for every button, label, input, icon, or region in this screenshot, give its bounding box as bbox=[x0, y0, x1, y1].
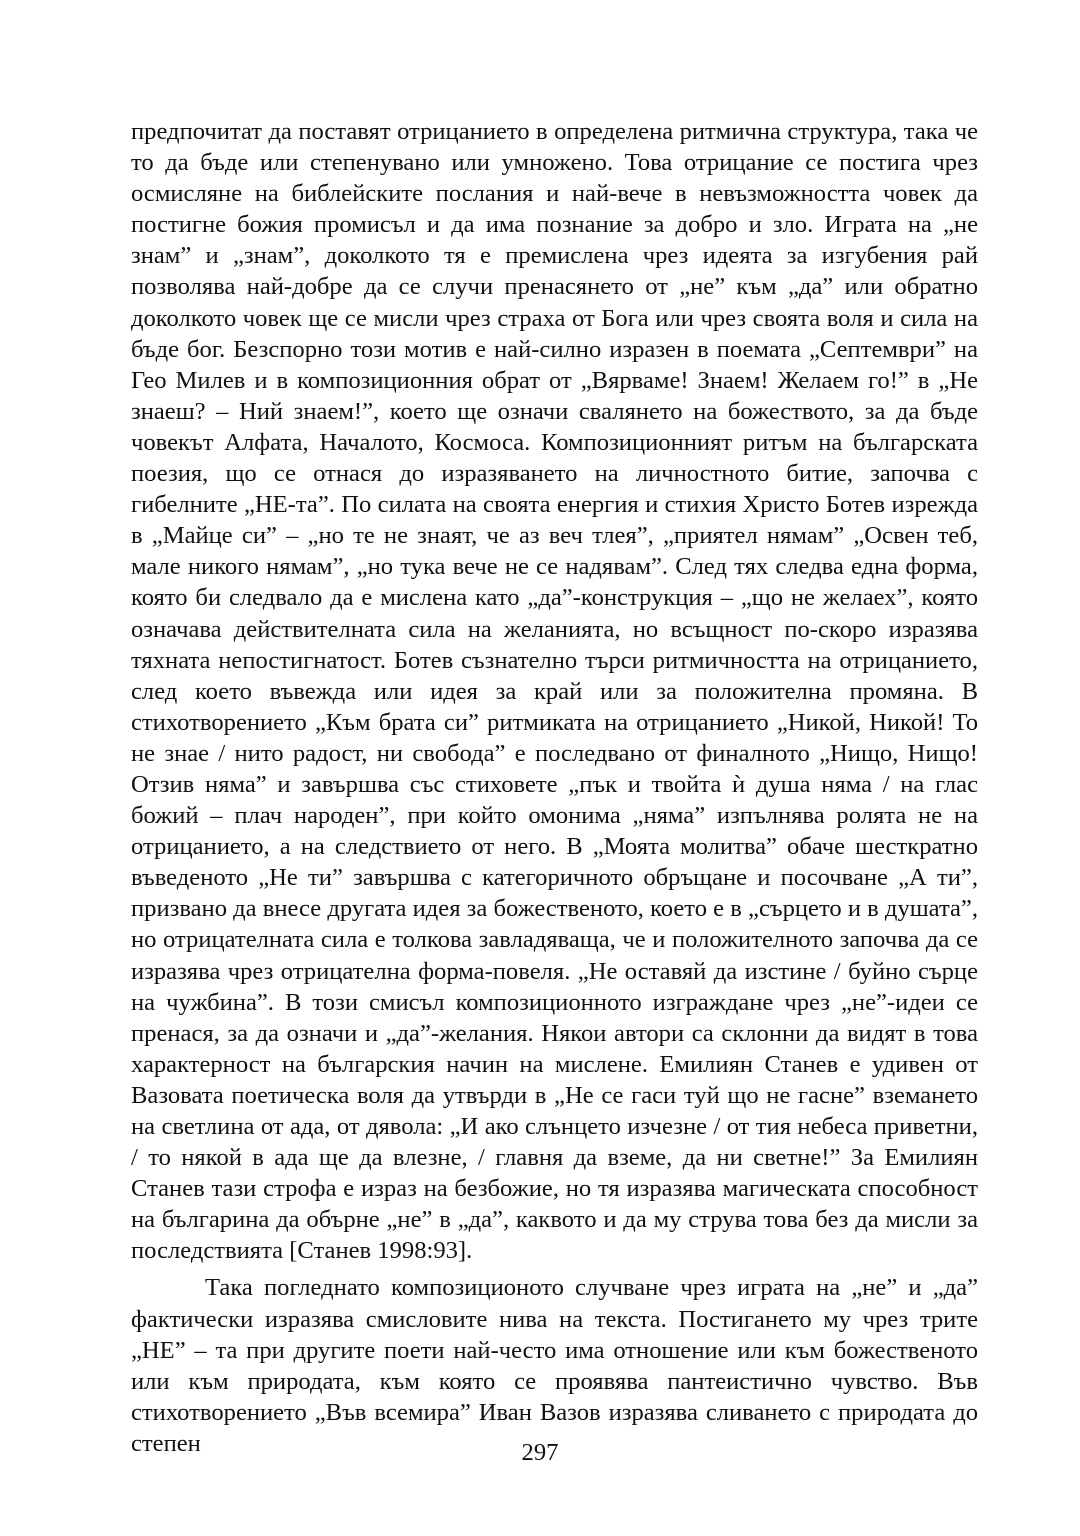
page-number: 297 bbox=[521, 1439, 559, 1466]
body-text bbox=[131, 116, 978, 1459]
paragraph: предпочитат да поставят отрицанието в определена ритмична структура, така че то да бъде или степенувано или умножено. Това отрицание се постига чрез осмисляне на библейските послания и най-вече в невъзможността човек да постигне божия промисъл и да има познание за добро и зло. Играта на „не знам” и „знам”, доколкото тя е премислена чрез идеята за изгубения рай позволява най-добре да се случи пренасянето от „не” към „да” или обратно доколкото човек ще се мисли чрез страха от Бога или чрез своята воля и сила на бъде бог. Безспорно този мотив е най-силно изразен в поемата „Септември” на Гео Милев и в композиционния обрат от „Вярваме! Знаем! Желаем го!” в „Не знаеш? – Ний знаем!”, което ще означи свалянето на божеството, за да бъде човекът Алфата, Началото, Космоса. Композиционният ритъм на българската поезия, що се отнася до изразяването на личностното битие, започва с гибелните „НЕ-та”. По силата на своята енергия и стихия Христо Ботев изрежда в „Майце си” – „но те не знаят, че аз веч тлея”, „приятел нямам” „Освен теб, мале никого нямам”, „но тука вече не се надявам”. След тях следва една форма, която би следвало да е мислена като „да”-конструкция – „що не желаех”, която означава действителната сила на желанията, но всъщност по-скоро изразява тяхната непостигнатост. Ботев съзнателно търси ритмичността на отрицанието, след което въвежда или идея за край или за положителна промяна. В стихотворението „Към брата си” ритмиката на отрицанието „Никой, Никой! То не знае / нито радост, ни свобода” е последвано от финалното „Нищо, Нищо! Отзив няма” и завършва със стиховете „пък и твойта ѝ душа няма / на глас божий – плач народен”, при който омонима „няма” изпълнява ролята не на отрицанието, а на следствието от него. В „Моята молитва” обаче шесткратно въведеното „Не ти” завършва с категоричното обръщане и посочване „А ти”, призвано да внесе другата идея за божественото, което е в „сърцето и в душата”, но отрицателната сила е толкова завладяваща, че и положителното започва да се изразява чрез отрицателна форма-повеля. „Не оставяй да изстине / буйно сърце на чужбина”. В този смисъл композиционното изграждане чрез „не”-идеи се пренася, за да означи и „да”-желания. Някои автори са склонни да видят в това характерност на българския начин на мислене. Емилиян Станев е удивен от Вазовата поетическа воля да утвърди в „Не се гаси туй що не гасне” вземането на светлина от ада, от дявола: „И ако слънцето изчезне / от тия небеса приветни, / то някой в ада ще да влезне, / главня да вземе, да ни светне!” За Емилиян Станев тази строфа е израз на безбожие, но тя изразява магическата способност на българина да обърне „не” в „да”, каквото и да му струва това без да мисли за последствията [Станев 1998:93]. bbox=[131, 118, 978, 1265]
paragraph: Така погледнато композиционото случване чрез играта на „не” и „да” фактически изразява смисловите нива на текста. Постигането му чрез трите „НЕ” – та при другите поети най-често има отношение или към божественото или към природата, към която се проявява пантеистично чувство. Във стихотворението „Във всемира” Иван Вазов изразява сливането с природата до степен bbox=[131, 1274, 978, 1457]
